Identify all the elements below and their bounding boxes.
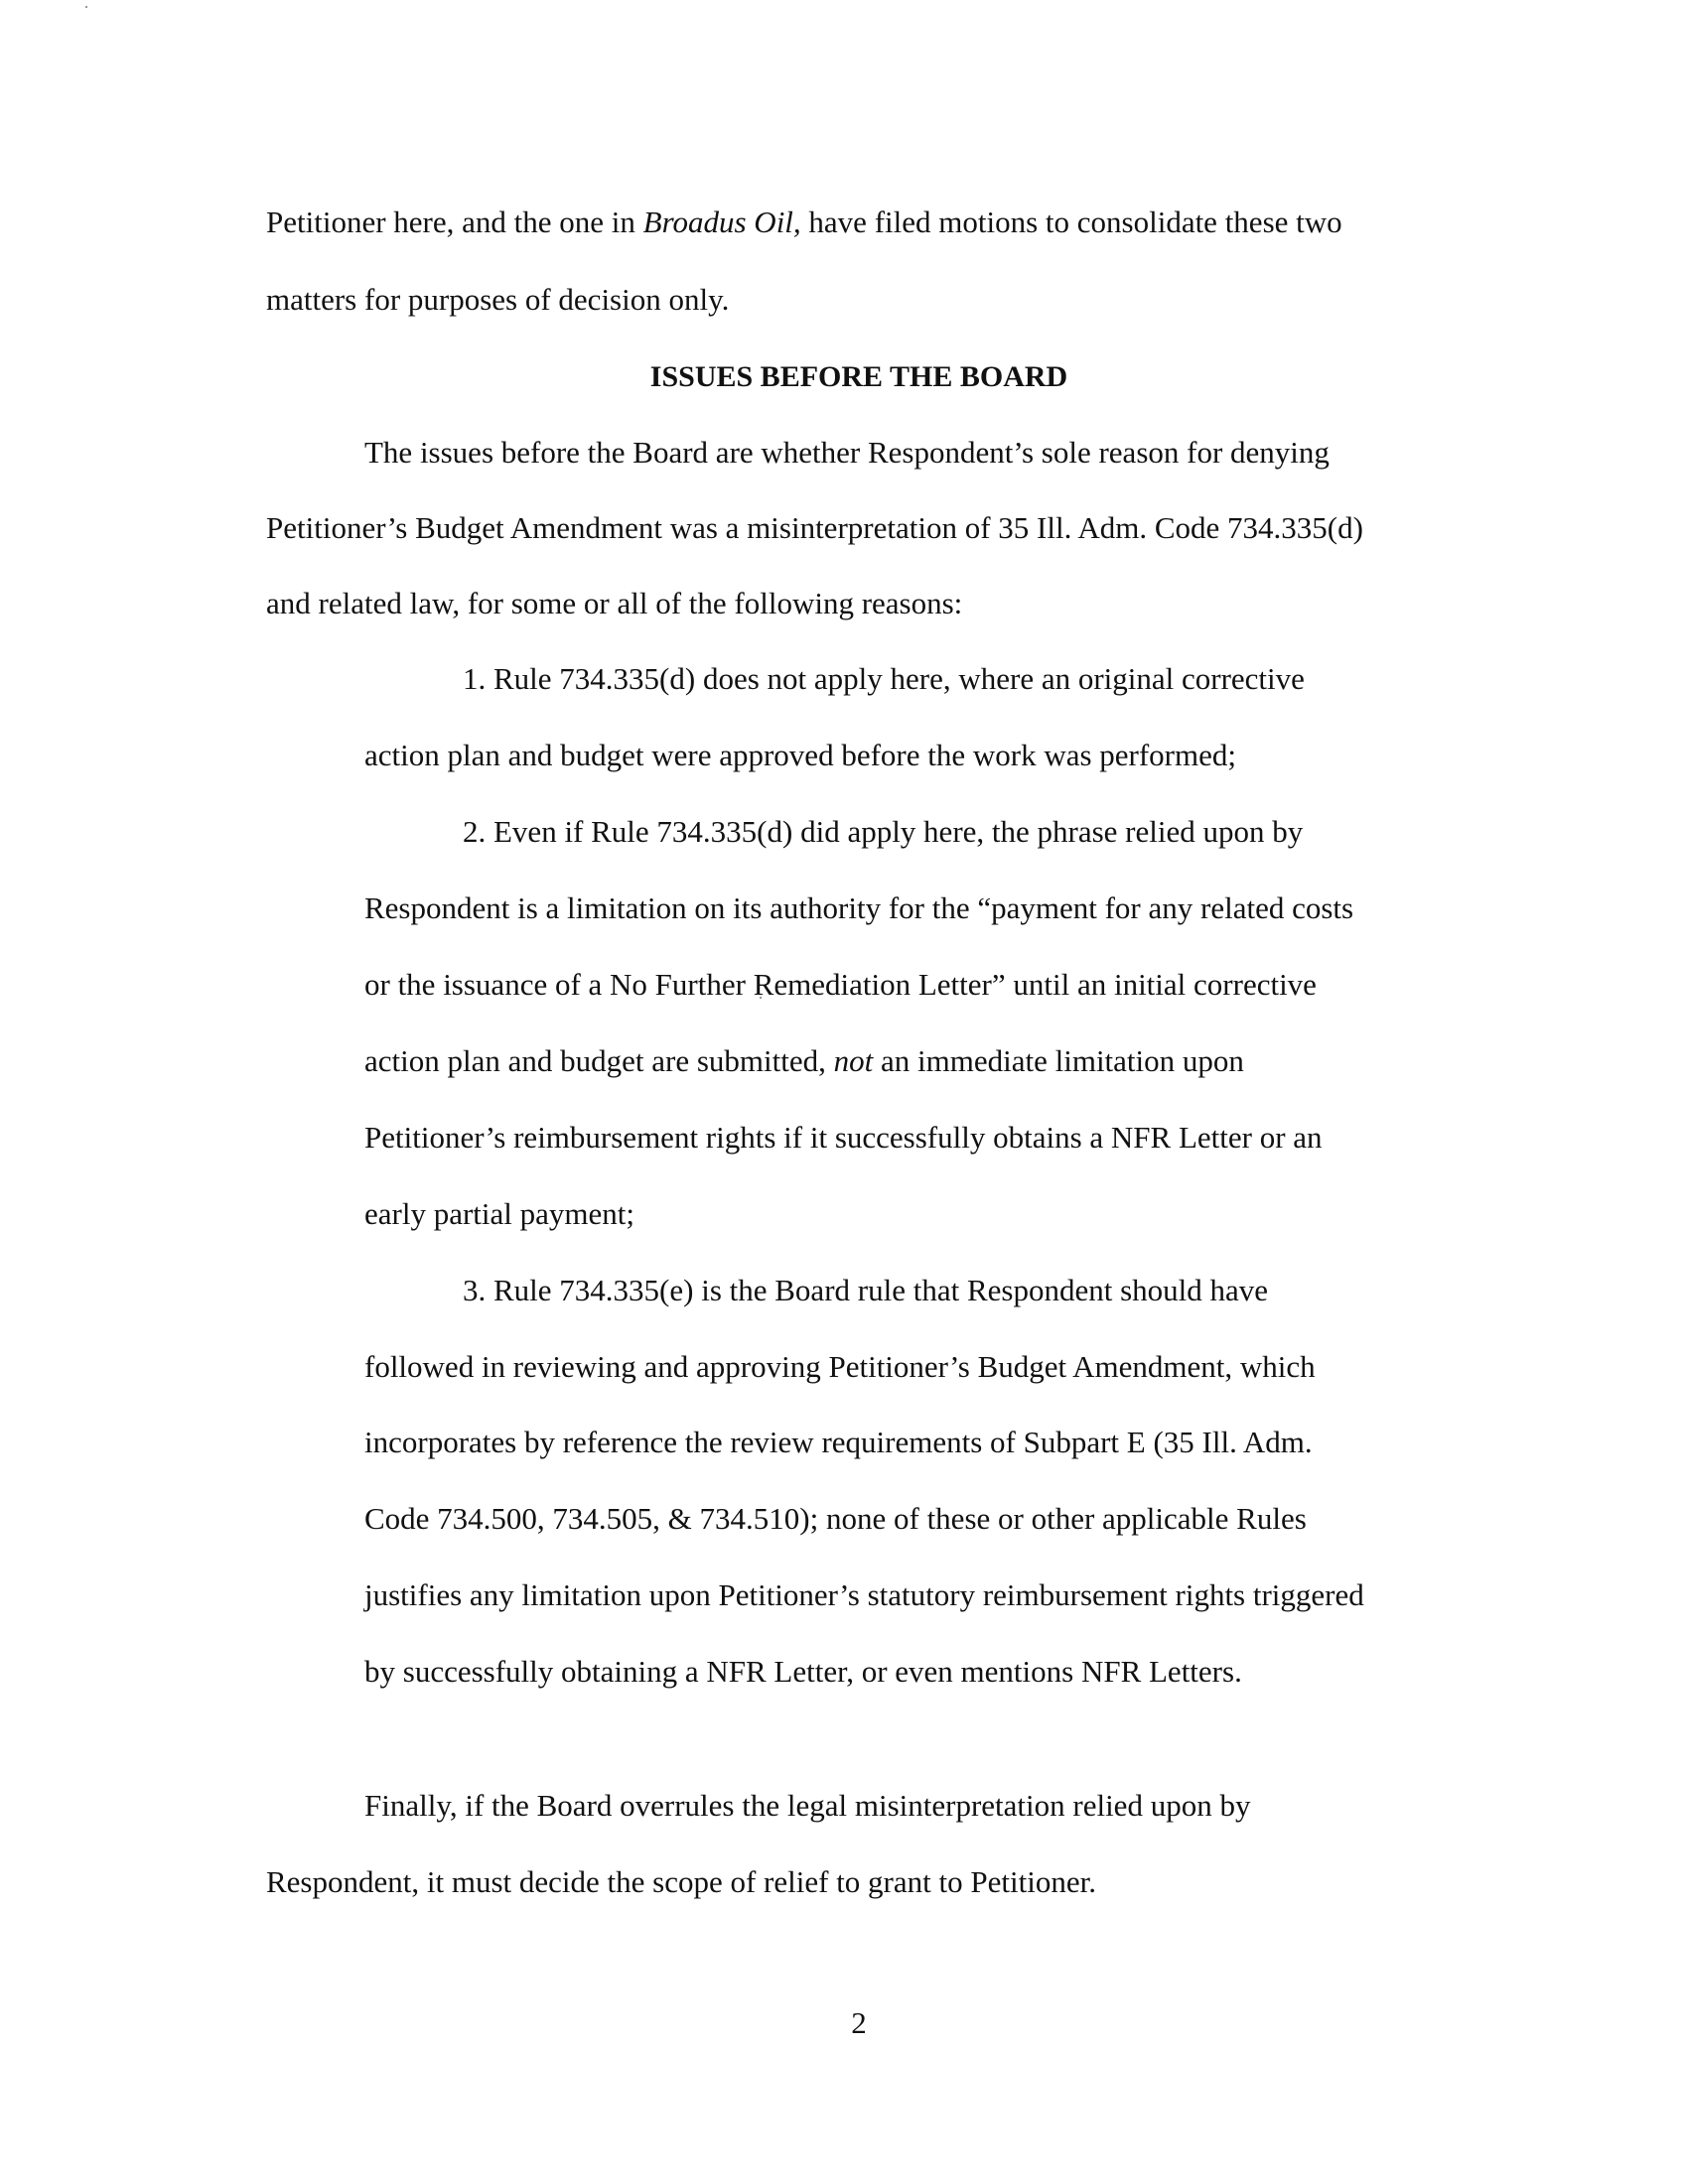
- reason-2-line-6: early partial payment;: [364, 1196, 634, 1231]
- reason-2-line-2: Respondent is a limitation on its authority for the “payment for any related costs: [364, 890, 1354, 925]
- intro-line-2: matters for purposes of decision only.: [266, 282, 730, 317]
- reason-2-text: action plan and budget are submitted,: [364, 1043, 834, 1078]
- reason-3-line-6: by successfully obtaining a NFR Letter, or even mentions NFR Letters.: [364, 1654, 1242, 1689]
- issues-line-2: Petitioner’s Budget Amendment was a misinterpretation of 35 Ill. Adm. Code 734.335(d): [266, 510, 1363, 545]
- intro-text: have filed motions to consolidate these two: [800, 205, 1342, 239]
- reason-3-line-4: Code 734.500, 734.505, & 734.510); none of these or other applicable Rules: [364, 1501, 1307, 1536]
- reason-3-line-2: followed in reviewing and approving Petitioner’s Budget Amendment, which: [364, 1349, 1316, 1384]
- reason-2-line-1: 2. Even if Rule 734.335(d) did apply here, the phrase relied upon by: [463, 814, 1304, 849]
- final-line-2: Respondent, it must decide the scope of relief to grant to Petitioner.: [266, 1864, 1096, 1899]
- reason-2-line-5: Petitioner’s reimbursement rights if it successfully obtains a NFR Letter or an: [364, 1120, 1323, 1155]
- reason-3-line-1: 3. Rule 734.335(e) is the Board rule that Respondent should have: [463, 1273, 1269, 1307]
- reason-2-text: an immediate limitation upon: [873, 1043, 1244, 1078]
- section-heading: ISSUES BEFORE THE BOARD: [649, 360, 1068, 393]
- reason-3-line-5: justifies any limitation upon Petitioner’s statutory reimbursement rights triggered: [364, 1577, 1364, 1612]
- intro-line-1: [266, 205, 1342, 240]
- reason-2-line-4: [364, 1043, 1244, 1079]
- issues-line-3: and related law, for some or all of the following reasons:: [266, 586, 963, 620]
- intro-text: Petitioner here, and the one in: [266, 205, 643, 239]
- final-line-1: Finally, if the Board overrules the legal misinterpretation relied upon by: [364, 1788, 1251, 1823]
- reason-1-line-2: action plan and budget were approved before the work was performed;: [364, 738, 1236, 772]
- scan-speck: [85, 6, 87, 8]
- case-name: Broadus Oil,: [642, 205, 801, 239]
- emphasis-not: not: [833, 1043, 874, 1078]
- issues-line-1: The issues before the Board are whether Respondent’s sole reason for denying: [364, 435, 1330, 470]
- reason-3-line-3: incorporates by reference the review requirements of Subpart E (35 Ill. Adm.: [364, 1425, 1313, 1459]
- reason-1-line-1: 1. Rule 734.335(d) does not apply here, where an original corrective: [463, 661, 1305, 696]
- reason-2-line-3: or the issuance of a No Further Remediation Letter” until an initial corrective: [364, 967, 1317, 1002]
- page-number: 2: [851, 2005, 867, 2040]
